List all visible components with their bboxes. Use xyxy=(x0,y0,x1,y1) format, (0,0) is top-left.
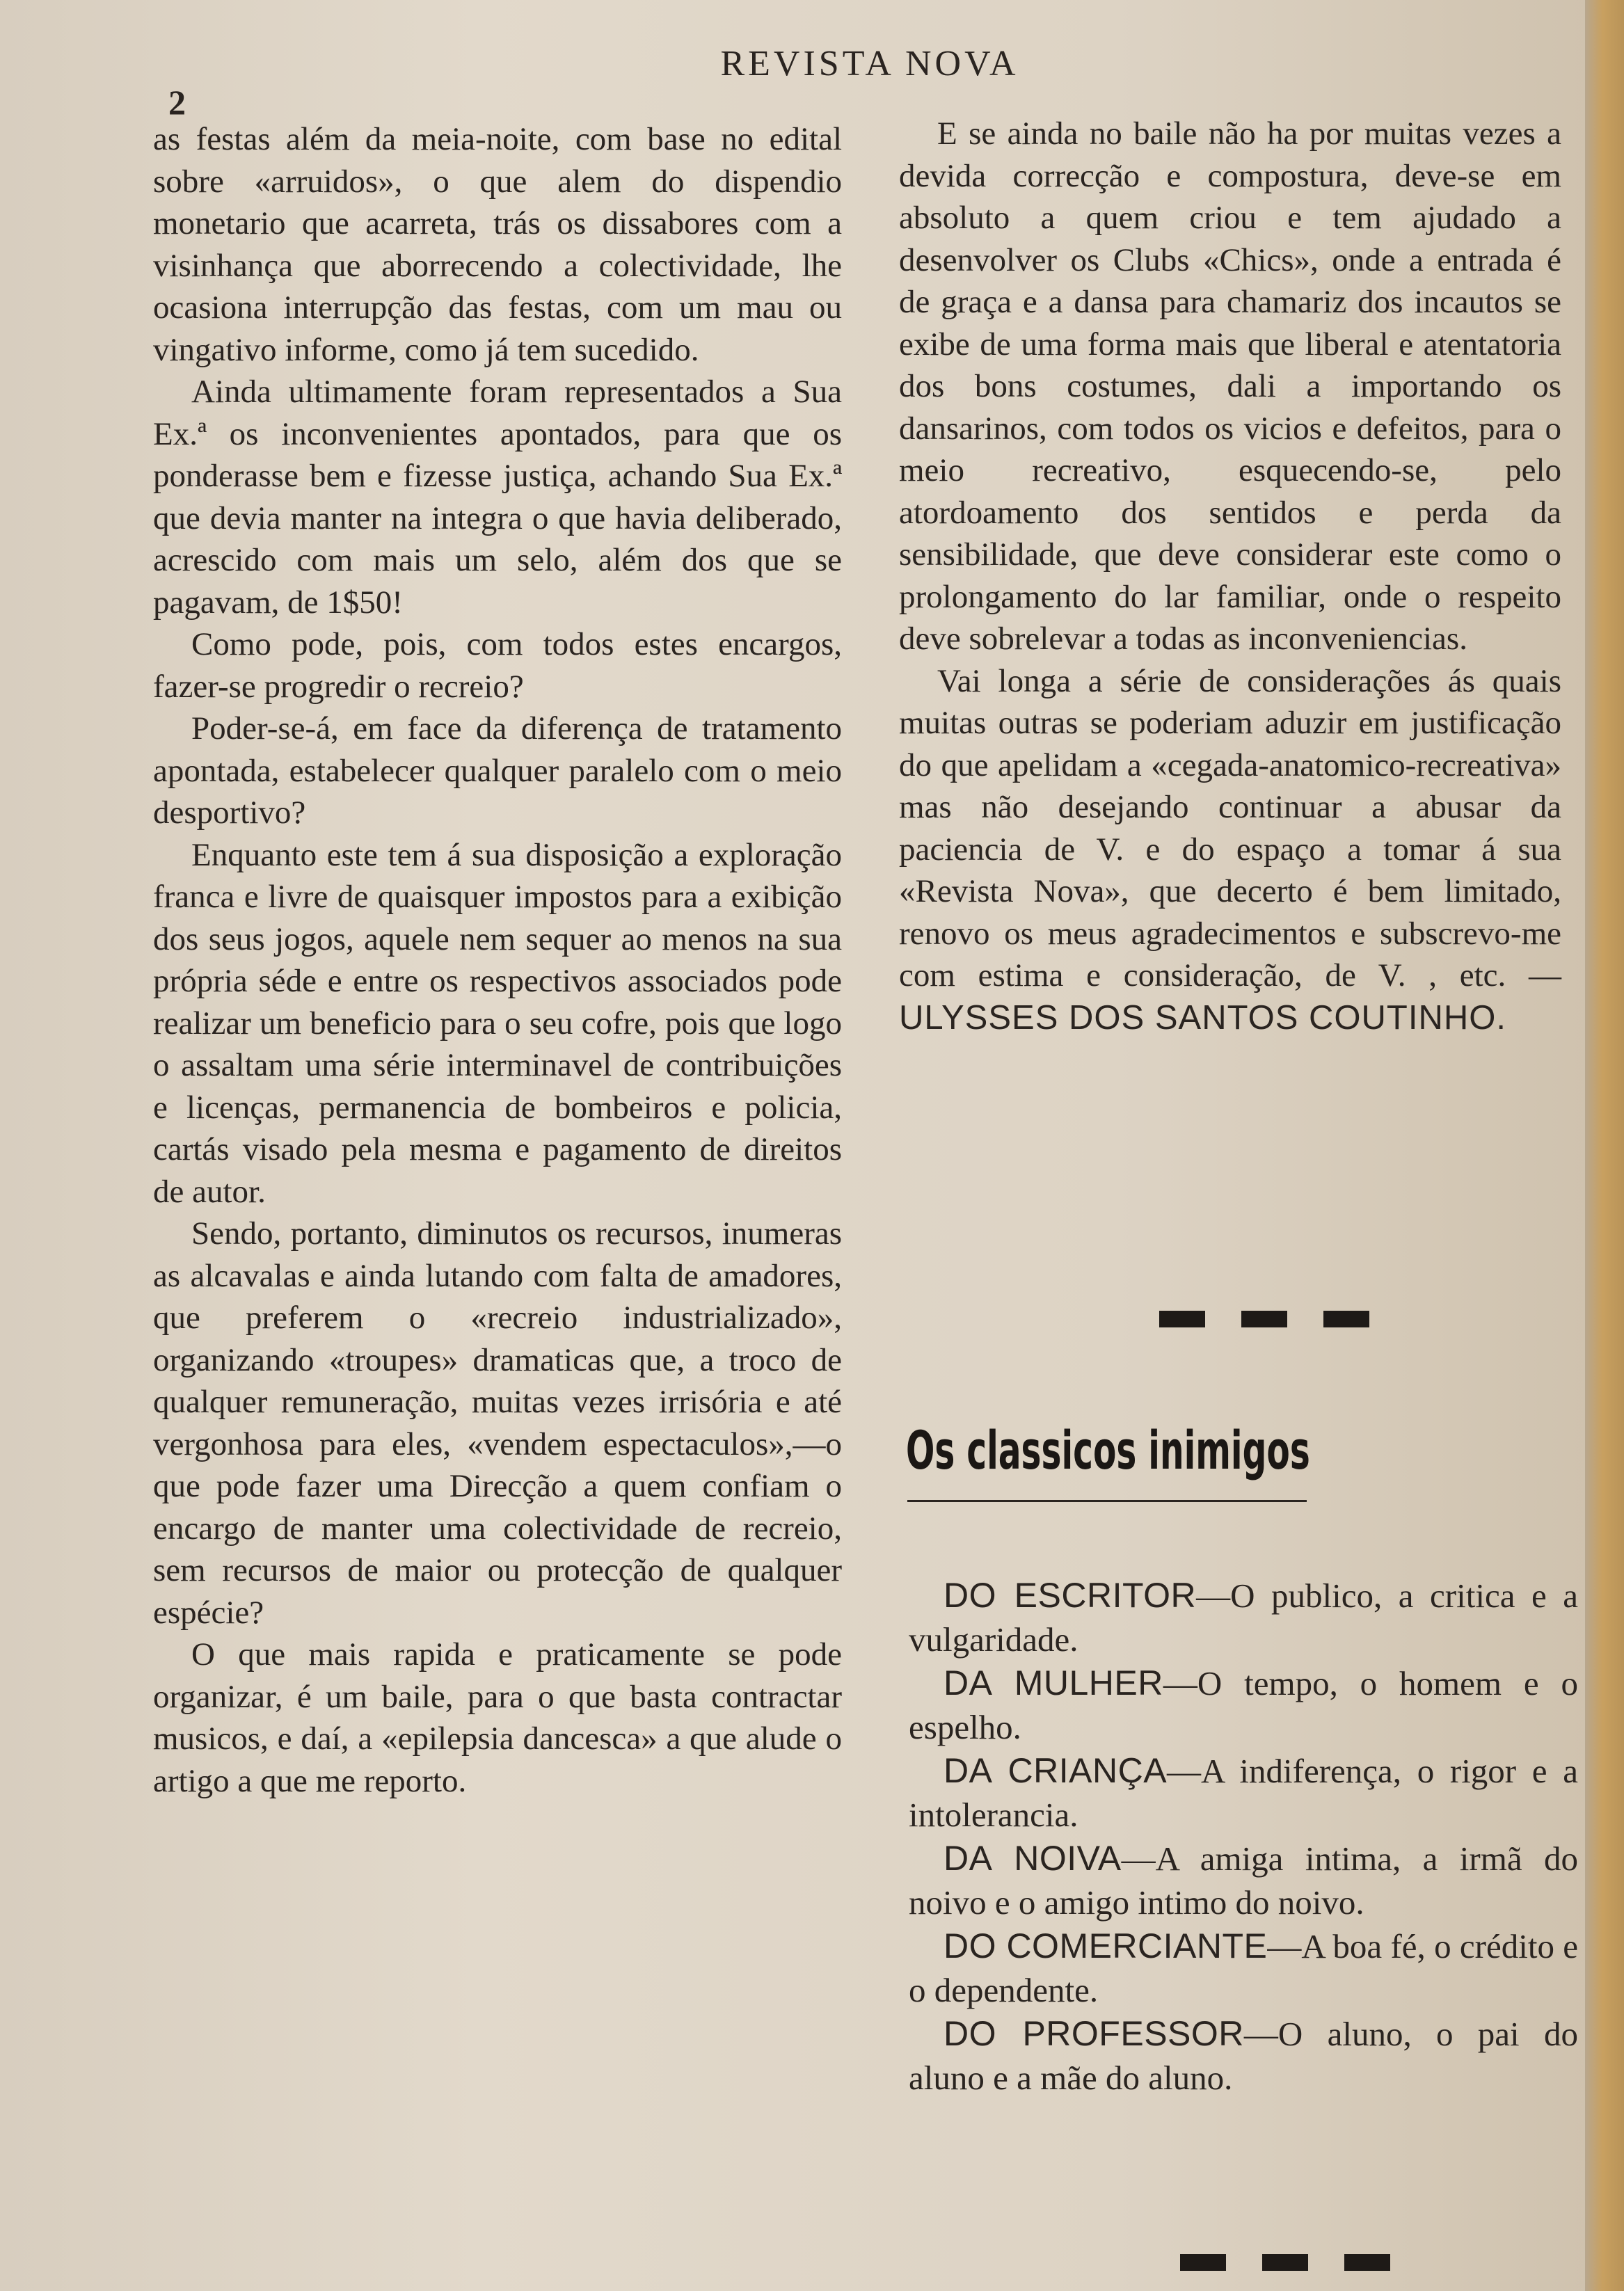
list-item xyxy=(909,1837,1578,1924)
list-item-separator: — xyxy=(1243,2015,1278,2053)
title-underline xyxy=(907,1500,1307,1502)
list-item xyxy=(909,1749,1578,1837)
list-item-separator: — xyxy=(1163,1664,1197,1702)
section-divider xyxy=(1159,1311,1369,1327)
list-item-text: O tempo, o homem e o espelho. xyxy=(909,1664,1578,1746)
list-item-head: DO ESCRITOR xyxy=(944,1576,1197,1615)
paragraph: Como pode, pois, com todos estes encargos, fazer-se progredir o recreio? xyxy=(153,626,842,705)
author-signature: ULYSSES DOS SANTOS COUTINHO. xyxy=(899,998,1506,1037)
list-item-separator: — xyxy=(1267,1927,1302,1965)
left-column xyxy=(153,118,842,1802)
list-item xyxy=(909,2012,1578,2100)
enemies-list xyxy=(909,1574,1578,2100)
paragraph xyxy=(899,660,1561,1040)
page-edge xyxy=(1585,0,1624,2291)
section-title: Os classicos inimigos xyxy=(906,1419,1310,1481)
paragraph: Sendo, portanto, diminutos os recursos, inumeras as alcavalas e ainda lutando com falta de amadores, que preferem o «recreio industrializado», organizando «troupes» dramaticas que, a troco de qualquer remuneração, muitas vezes irrisória e até vergonhosa para eles, «vendem espectaculos»,—o que pode fazer uma Direcção a quem confiam o encargo de manter uma colectividade de recreio, sem recursos de maior ou protecção de qualquer espécie? xyxy=(153,1215,842,1631)
list-item-text: O aluno, o pai do aluno e a mãe do aluno. xyxy=(909,2015,1578,2097)
paragraph: as festas além da meia-noite, com base no edital sobre «arruidos», o que alem do dispendio monetario que acarreta, trás os dissabores com a visinhança que aborrecendo a colectividade, lhe ocasiona interrupção das festas, com um mau ou vingativo informe, como já tem sucedido. xyxy=(153,121,842,368)
list-item-head: DO PROFESSOR xyxy=(944,2014,1244,2053)
paragraph-text: Vai longa a série de considerações ás quais muitas outras se poderiam aduzir em justificação do que apelidam a «cegada-anatomico-recreativa» mas não desejando continuar a abusar da paciencia de V. e do espaço a tomar á sua «Revista Nova», que decerto é bem limitado, renovo os meus agradecimentos e subscrevo-me com estima e consideração, de V. , etc. — xyxy=(899,662,1561,993)
list-item xyxy=(909,1924,1578,2012)
page-number: 2 xyxy=(168,83,186,122)
list-item xyxy=(909,1661,1578,1749)
list-item-text: A amiga intima, a irmã do noivo e o amigo intimo do noivo. xyxy=(909,1839,1578,1922)
divider-dash xyxy=(1241,1311,1287,1327)
list-item-head: DA CRIANÇA xyxy=(944,1751,1168,1790)
right-column xyxy=(899,113,1561,1039)
list-item-head: DO COMERCIANTE xyxy=(944,1926,1268,1965)
running-title: REVISTA NOVA xyxy=(720,44,1019,83)
paragraph: O que mais rapida e praticamente se pode organizar, é um baile, para o que basta contractar musicos, e daí, a «epilepsia dancesca» a que alude o artigo a que me reporto. xyxy=(153,1636,842,1799)
list-item xyxy=(909,1574,1578,1661)
list-item-separator: — xyxy=(1196,1576,1231,1615)
divider-dash xyxy=(1180,2254,1226,2271)
list-item-head: DA MULHER xyxy=(944,1663,1163,1702)
divider-dash xyxy=(1262,2254,1308,2271)
section-divider xyxy=(1180,2254,1390,2271)
divider-dash xyxy=(1323,1311,1369,1327)
list-item-head: DA NOIVA xyxy=(944,1839,1122,1878)
paragraph: Ainda ultimamente foram representados a Sua Ex.ª os inconvenientes apontados, para que os ponderasse bem e fizesse justiça, achando Sua Ex.ª que devia manter na integra o que havia deliberado, acrescido com mais um selo, além dos que se pagavam, de 1$50! xyxy=(153,374,842,621)
list-item-text: A indiferença, o rigor e a intolerancia. xyxy=(909,1752,1578,1834)
paragraph: Poder-se-á, em face da diferença de tratamento apontada, estabelecer qualquer paralelo com o meio desportivo? xyxy=(153,710,842,831)
paragraph: Enquanto este tem á sua disposição a exploração franca e livre de quaisquer impostos para a exibição dos seus jogos, aquele nem sequer ao menos na sua própria séde e entre os respectivos associados pode realizar um beneficio para o seu cofre, pois que logo o assaltam uma série interminavel de contribuições e licenças, permanencia de bombeiros e policia, cartás visado pela mesma e pagamento de direitos de autor. xyxy=(153,836,842,1210)
list-item-separator: — xyxy=(1167,1752,1202,1790)
list-item-text: O publico, a critica e a vulgaridade. xyxy=(909,1576,1579,1659)
divider-dash xyxy=(1344,2254,1390,2271)
divider-dash xyxy=(1159,1311,1205,1327)
list-item-text: A boa fé, o crédito e o dependente. xyxy=(909,1927,1578,2009)
paragraph: E se ainda no baile não ha por muitas vezes a devida correcção e compostura, deve-se em absoluto a quem criou e tem ajudado a desenvolver os Clubs «Chics», onde a entrada é de graça e a dansa para chamariz dos incautos se exibe de uma forma mais que liberal e atentatoria dos bons costumes, dali a importando os dansarinos, com todos os vicios e defeitos, para o meio recreativo, esquecendo-se, pelo atordoamento dos sentidos e perda da sensibilidade, que deve considerar este como o prolongamento do lar familiar, onde o respeito deve sobrelevar a todas as inconveniencias. xyxy=(899,115,1561,657)
list-item-separator: — xyxy=(1121,1839,1156,1878)
